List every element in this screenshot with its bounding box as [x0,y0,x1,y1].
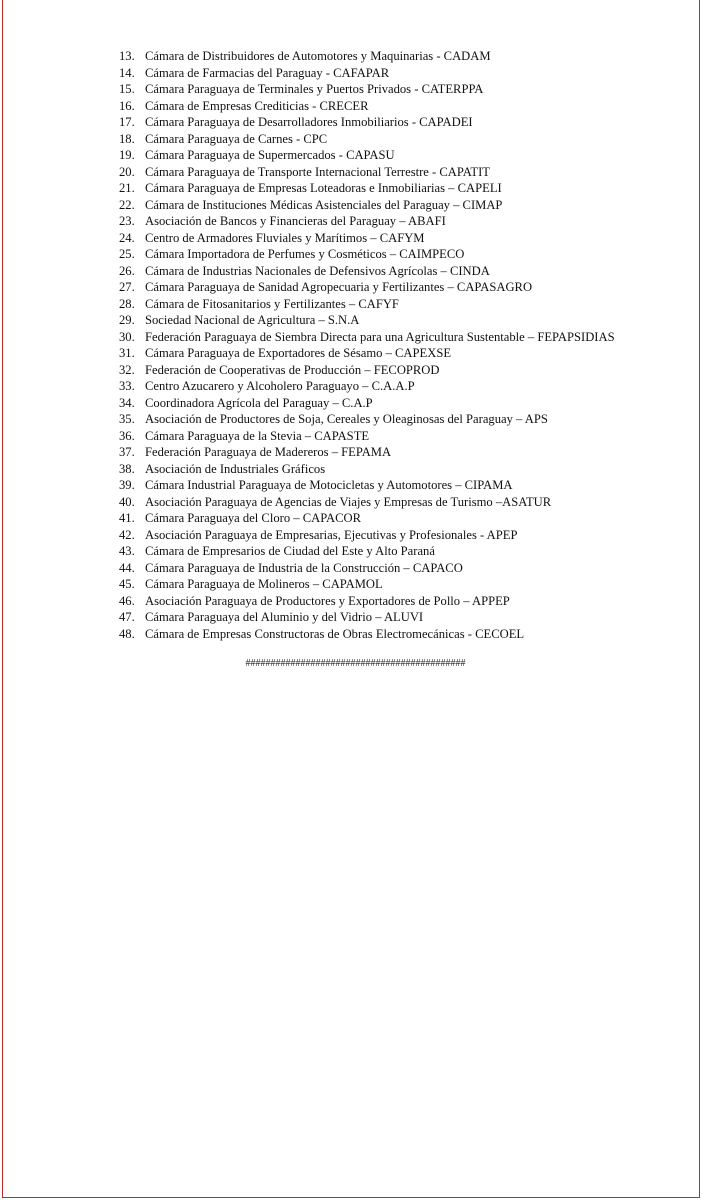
list-item-number: 19. [119,148,135,162]
list-item-number: 36. [119,428,135,443]
list-item-number: 47. [119,610,135,624]
list-item [119,279,615,296]
list-item [119,461,615,478]
list-item-text: Cámara de Empresarios de Ciudad del Este y Alto Paraná [145,544,435,558]
list-item-number: 14. [119,65,135,80]
list-item [119,81,615,98]
list-item-text: Cámara de Industrias Nacionales de Defensivos Agrícolas – CINDA [145,263,490,278]
list-item [119,378,615,395]
list-item [119,180,615,197]
list-item-number: 26. [119,263,135,278]
list-item [119,626,615,643]
list-item [119,114,615,131]
list-item-number: 33. [119,379,135,393]
list-item-number: 39. [119,478,135,492]
list-item [119,560,615,577]
list-item [119,543,615,560]
list-item-number: 31. [119,346,135,360]
list-item [119,230,615,247]
list-item-number: 16. [119,98,135,113]
list-item-number: 41. [119,511,135,525]
list-item-text: Cámara de Fitosanitarios y Fertilizantes – CAFYF [145,296,399,311]
list-item-text: Federación Paraguaya de Siembra Directa para una Agricultura Sustentable – FEPAPSIDIAS [145,329,615,344]
list-item-number: 48. [119,626,135,641]
list-item [119,197,615,214]
list-item-text: Asociación Paraguaya de Agencias de Viajes y Empresas de Turismo –ASATUR [145,494,552,509]
list-item-number: 17. [119,115,135,129]
list-item-number: 20. [119,164,135,179]
list-item [119,48,615,65]
list-item-text: Cámara Paraguaya de Industria de la Construcción – CAPACO [145,560,463,575]
list-item [119,98,615,115]
list-item-number: 38. [119,461,135,476]
list-item [119,362,615,379]
list-item-text: Coordinadora Agrícola del Paraguay – C.A.P [145,395,373,410]
list-item-text: Cámara de Empresas Constructoras de Obras Electromecánicas - CECOEL [145,626,525,641]
list-item [119,329,615,346]
list-item-number: 18. [119,131,135,146]
list-item-number: 13. [119,49,135,63]
list-item-number: 25. [119,247,135,261]
list-item-number: 40. [119,494,135,509]
list-item-text: Cámara Paraguaya de Molineros – CAPAMOL [145,577,383,591]
list-item-text: Cámara Paraguaya de Terminales y Puertos Privados - CATERPPA [145,82,484,96]
list-item [119,494,615,511]
list-item [119,296,615,313]
list-item-number: 23. [119,214,135,228]
list-item [119,246,615,263]
list-item [119,444,615,461]
list-item-number: 35. [119,412,135,426]
list-item-number: 42. [119,527,135,542]
list-item [119,164,615,181]
list-item-text: Cámara Paraguaya del Aluminio y del Vidrio – ALUVI [145,610,424,624]
list-item-number: 32. [119,362,135,377]
list-item-text: Centro de Armadores Fluviales y Marítimos – CAFYM [145,230,425,245]
list-item-text: Cámara Paraguaya de Desarrolladores Inmobiliarios - CAPADEI [145,115,473,129]
list-item-text: Cámara Paraguaya de la Stevia – CAPASTE [145,428,370,443]
list-item [119,477,615,494]
list-item-text: Cámara Paraguaya de Sanidad Agropecuaria y Fertilizantes – CAPASAGRO [145,280,533,294]
organization-list [119,48,615,642]
list-item-number: 43. [119,544,135,558]
list-item [119,411,615,428]
list-item-number: 24. [119,230,135,245]
list-item-number: 29. [119,313,135,327]
list-item-number: 45. [119,577,135,591]
list-item-text: Cámara de Farmacias del Paraguay - CAFAPAR [145,65,390,80]
list-item [119,263,615,280]
list-item-number: 44. [119,560,135,575]
list-item [119,131,615,148]
list-item-text: Cámara Importadora de Perfumes y Cosméticos – CAIMPECO [145,247,465,261]
list-item [119,65,615,82]
list-item-text: Cámara de Instituciones Médicas Asistenciales del Paraguay – CIMAP [145,197,503,212]
list-item-text: Asociación Paraguaya de Productores y Exportadores de Pollo – APPEP [145,593,510,608]
list-item-text: Centro Azucarero y Alcoholero Paraguayo – C.A.A.P [145,379,415,393]
list-item-text: Cámara Paraguaya de Carnes - CPC [145,131,328,146]
list-item [119,576,615,593]
list-item-number: 30. [119,329,135,344]
list-item-text: Asociación de Productores de Soja, Cereales y Oleaginosas del Paraguay – APS [145,412,548,426]
document-page [2,0,700,1198]
list-item [119,312,615,329]
list-item-text: Cámara de Distribuidores de Automotores y Maquinarias - CADAM [145,49,491,63]
list-item [119,213,615,230]
list-item [119,593,615,610]
list-item [119,428,615,445]
list-item-text: Cámara Paraguaya de Exportadores de Sésamo – CAPEXSE [145,346,452,360]
end-separator: ############################################ [245,658,466,669]
list-item-text: Asociación Paraguaya de Empresarias, Ejecutivas y Profesionales - APEP [145,527,518,542]
list-item-number: 27. [119,280,135,294]
list-item-text: Asociación de Industriales Gráficos [145,461,326,476]
list-item [119,147,615,164]
list-item-number: 46. [119,593,135,608]
list-item [119,345,615,362]
list-item-text: Cámara Paraguaya de Supermercados - CAPASU [145,148,395,162]
list-item [119,510,615,527]
list-item-text: Federación de Cooperativas de Producción – FECOPROD [145,362,440,377]
list-item-text: Cámara Industrial Paraguaya de Motocicletas y Automotores – CIPAMA [145,478,513,492]
list-item-text: Cámara Paraguaya del Cloro – CAPACOR [145,511,362,525]
list-item-number: 15. [119,82,135,96]
list-item-number: 28. [119,296,135,311]
list-item-number: 34. [119,395,135,410]
list-item [119,527,615,544]
list-item-text: Cámara de Empresas Crediticias - CRECER [145,98,369,113]
list-item-number: 21. [119,181,135,195]
list-item [119,609,615,626]
list-item-number: 22. [119,197,135,212]
list-item-text: Cámara Paraguaya de Transporte Internacional Terrestre - CAPATIT [145,164,490,179]
list-item-number: 37. [119,445,135,459]
list-item-text: Asociación de Bancos y Financieras del Paraguay – ABAFI [145,214,446,228]
list-item-text: Federación Paraguaya de Madereros – FEPAMA [145,445,392,459]
list-item [119,395,615,412]
list-item-text: Cámara Paraguaya de Empresas Loteadoras e Inmobiliarias – CAPELI [145,181,502,195]
list-item-text: Sociedad Nacional de Agricultura – S.N.A [145,313,360,327]
